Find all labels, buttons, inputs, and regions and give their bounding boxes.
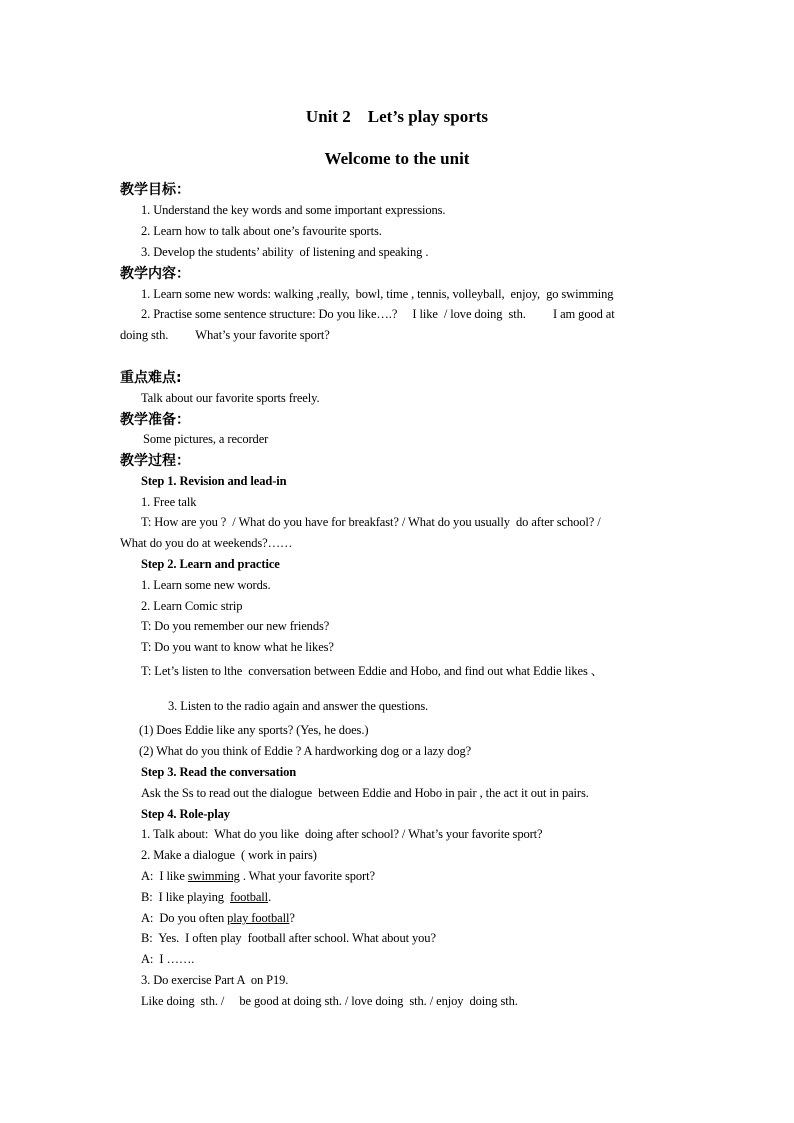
content-item-continued: doing sth. What’s your favorite sport? <box>120 328 330 342</box>
dialogue-blank-answer: football <box>229 890 269 904</box>
step1-line: 1. Free talk <box>141 495 197 509</box>
preparation-heading: 教学准备： <box>120 412 190 428</box>
dialogue-blank-answer: play football <box>227 911 290 925</box>
step4-line: 3. Do exercise Part A on P19. <box>141 973 289 987</box>
objective-item: 2. Learn how to talk about one’s favourite sports. <box>141 224 382 238</box>
dialogue-text: . <box>268 890 272 904</box>
step2-line: 3. Listen to the radio again and answer the questions. <box>168 699 429 713</box>
step4-line: Like doing sth. / be good at doing sth. / love doing sth. / enjoy doing sth. <box>141 994 518 1008</box>
preparation-text: Some pictures, a recorder <box>143 432 269 446</box>
objectives-heading: 教学目标： <box>120 182 190 198</box>
dialogue-line-a3: A: I ……. <box>141 952 195 966</box>
step2-line: 2. Learn Comic strip <box>141 599 243 613</box>
objective-item: 1. Understand the key words and some important expressions. <box>141 203 446 217</box>
objective-item: 3. Develop the students’ ability of listening and speaking . <box>141 245 429 259</box>
step2-line: T: Let’s listen to lthe conversation between Eddie and Hobo, and find out what Eddie likes 、 <box>141 664 604 678</box>
content-heading: 教学内容： <box>120 266 190 282</box>
step1-title: Step 1. Revision and lead-in <box>141 474 287 488</box>
process-heading: 教学过程： <box>120 453 190 469</box>
step3-title: Step 3. Read the conversation <box>141 765 297 779</box>
key-points-text: Talk about our favorite sports freely. <box>141 391 320 405</box>
dialogue-line-b1 <box>141 890 271 905</box>
step4-line: 2. Make a dialogue ( work in pairs) <box>141 848 317 862</box>
page-subtitle: Welcome to the unit <box>324 149 470 168</box>
dialogue-text: ? <box>289 911 295 925</box>
step1-line-continued: What do you do at weekends?…… <box>120 536 293 550</box>
dialogue-line-a1 <box>141 869 375 884</box>
dialogue-blank-answer: swimming <box>187 869 240 883</box>
step3-line: Ask the Ss to read out the dialogue between Eddie and Hobo in pair , the act it out in pairs. <box>141 786 589 800</box>
content-item: 2. Practise some sentence structure: Do you like….? I like / love doing sth. I am good at <box>141 307 615 321</box>
step2-question: (2) What do you think of Eddie ? A hardworking dog or a lazy dog? <box>139 744 472 758</box>
content-item: 1. Learn some new words: walking ,really, bowl, time , tennis, volleyball, enjoy, go swimming <box>141 287 614 301</box>
dialogue-text: A: Do you often <box>141 911 228 925</box>
key-points-heading: 重点难点: <box>120 370 182 386</box>
step2-line: T: Do you want to know what he likes? <box>141 640 334 654</box>
step2-line: T: Do you remember our new friends? <box>141 619 330 633</box>
step1-line: T: How are you ? / What do you have for breakfast? / What do you usually do after school? / <box>141 515 601 529</box>
step2-line: 1. Learn some new words. <box>141 578 271 592</box>
dialogue-line-b2: B: Yes. I often play football after school. What about you? <box>141 931 436 945</box>
step2-title: Step 2. Learn and practice <box>141 557 280 571</box>
step2-question: (1) Does Eddie like any sports? (Yes, he does.) <box>139 723 369 737</box>
dialogue-text: A: I like <box>141 869 188 883</box>
dialogue-text: B: I like playing <box>141 890 230 904</box>
step4-line: 1. Talk about: What do you like doing after school? / What’s your favorite sport? <box>141 827 543 841</box>
page-title: Unit 2 Let’s play sports <box>305 107 489 126</box>
dialogue-text: . What your favorite sport? <box>239 869 375 883</box>
dialogue-line-a2 <box>141 911 295 926</box>
step4-title: Step 4. Role-play <box>141 807 230 821</box>
